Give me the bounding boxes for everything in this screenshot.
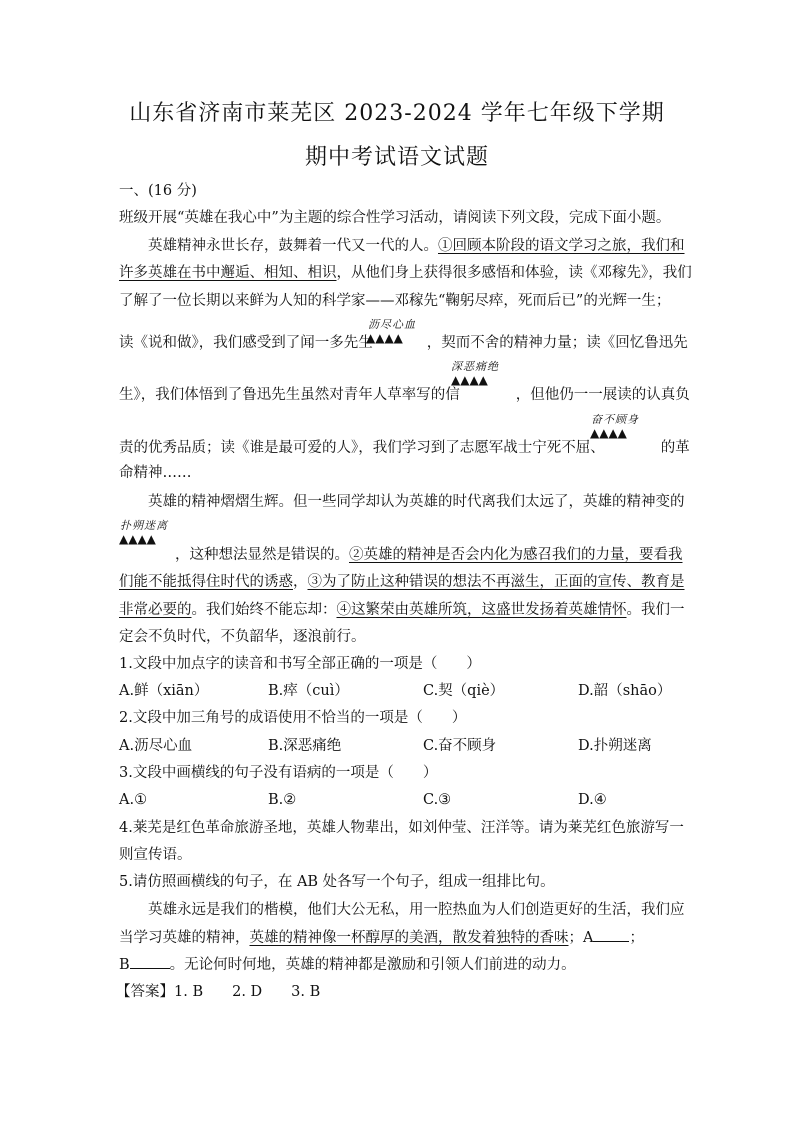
q1-option-b: B.瘁（cuì） [268,683,349,699]
q3-option-b: B.② [268,792,297,808]
passage-line: 定会不负时代，不负韶华，逐浪前行。 [119,629,366,645]
idiom-annotation-3: 奋不顾身 [591,413,639,426]
q2-option-b: B.深恶痛绝 [268,738,342,754]
q5-passage-line: 当学习英雄的精神，英雄的精神像一杯醇厚的美酒，散发着独特的香味；A ； [119,927,644,948]
q3-option-d: D.④ [578,792,607,808]
q2-option-a: A.沥尽心血 [119,738,193,754]
triangle-marks-1: ▲▲▲▲ [366,331,403,345]
q2-option-c: C.奋不顾身 [423,738,497,754]
passage-line: 英雄的精神熠熠生辉。但一些同学却认为英雄的时代离我们太远了，英雄的精神变的 [148,494,685,510]
passage-line: 责的优秀品质；读《谁是最可爱的人》，我们学习到了志愿军战士宁死不屈、 的革 [119,440,690,456]
passage-line: 命精神…… [119,465,192,481]
section-header: 一、(16 分) [119,183,197,199]
passage-line: 了解了一位长期以来鲜为人知的科学家——邓稼先“鞠躬尽瘁，死而后已”的光辉一生； [119,293,671,309]
underlined-sentence-2: ②英雄的精神是否会内化为感召我们的力量，要看我 [349,547,683,563]
triangle-marks-4: ▲▲▲▲ [119,532,156,546]
underlined-sentence-3: ③为了防止这种错误的想法不再滋生，正面的宣传、教育是 [307,574,685,590]
question-2: 2.文段中加三角号的成语使用不恰当的一项是（ ） [119,710,467,726]
q1-option-d: D.韶（shāo） [578,683,672,699]
question-3: 3.文段中画横线的句子没有语病的一项是（ ） [119,765,438,781]
answer-label: 【答案】 [116,984,174,1000]
question-4: 4.莱芜是红色革命旅游圣地，英雄人物辈出，如刘仲莹、汪洋等。请为莱芜红色旅游写一 [119,820,684,836]
answer-values: 1. B 2. D 3. B [174,984,321,1000]
doc-title-line2: 期中考试语文试题 [304,145,489,170]
underlined-sentence-4: ④这繁荣由英雄所筑，这盛世发扬着英雄情怀 [336,602,627,618]
q2-option-d: D.扑朔迷离 [578,738,652,754]
underlined-sentence-1-cont: 许多英雄在书中邂逅、相知、相识 [119,265,337,281]
q5-passage-line: B 。无论何时何地，英雄的精神都是激励和引领人们前进的动力。 [119,954,576,975]
q3-option-c: C.③ [423,792,452,808]
triangle-marks-3: ▲▲▲▲ [590,426,627,440]
question-1: 1.文段中加点字的读音和书写全部正确的一项是（ ） [119,656,481,672]
idiom-annotation-2: 深恶痛绝 [451,360,499,373]
q5-passage-line: 英雄永远是我们的楷模，他们大公无私，用一腔热血为人们创造更好的生活，我们应 [148,902,685,918]
q3-option-a: A.① [119,792,148,808]
triangle-marks-2: ▲▲▲▲ [451,373,488,387]
passage-line: 读《说和做》，我们感受到了闻一多先生 ，契而不舍的精神力量；读《回忆鲁迅先 [119,335,688,351]
passage-line: 非常必要的。我们始终不能忘却：④这繁荣由英雄所筑，这盛世发扬着英雄情怀。我们一 [119,602,685,618]
passage-line: 许多英雄在书中邂逅、相知、相识，从他们身上获得很多感悟和体验，读《邓稼先》，我们 [119,265,692,281]
passage-line: 英雄精神永世长存，鼓舞着一代又一代的人。①回顾本阶段的语文学习之旅，我们和 [148,238,685,254]
idiom-annotation-1: 沥尽心血 [368,318,416,331]
underlined-sentence-1: ①回顾本阶段的语文学习之旅，我们和 [438,238,685,254]
question-4-cont: 则宣传语。 [119,847,192,863]
section-intro: 班级开展“英雄在我心中”为主题的综合性学习活动，请阅读下列文段，完成下面小题。 [119,210,671,226]
answer-line [116,982,320,1002]
q1-option-a: A.鲜（xiān） [119,683,209,699]
passage-line: 们能不能抵得住时代的诱惑，③为了防止这种错误的想法不再滋生，正面的宣传、教育是 [119,574,685,590]
q1-option-c: C.契（qiè） [423,683,505,699]
passage-line: 生》，我们体悟到了鲁迅先生虽然对青年人草率写的信 ，但他仍一一展读的认真负 [119,387,690,403]
blank-a[interactable] [593,927,629,942]
underlined-sentence-2-cont: 们能不能抵得住时代的诱惑 [119,574,293,590]
passage-line: ，这种想法显然是错误的。②英雄的精神是否会内化为感召我们的力量，要看我 [175,547,683,563]
q5-underlined-sentence: 英雄的精神像一杯醇厚的美酒，散发着独特的香味 [249,930,569,946]
question-5: 5.请仿照画横线的句子，在 AB 处各写一个句子，组成一组排比句。 [119,874,555,890]
underlined-sentence-3-cont: 非常必要的 [119,602,192,618]
blank-b[interactable] [130,954,170,969]
idiom-annotation-4: 扑朔迷离 [120,519,168,532]
doc-title-line1: 山东省济南市莱芜区 2023-2024 学年七年级下学期 [129,101,665,126]
